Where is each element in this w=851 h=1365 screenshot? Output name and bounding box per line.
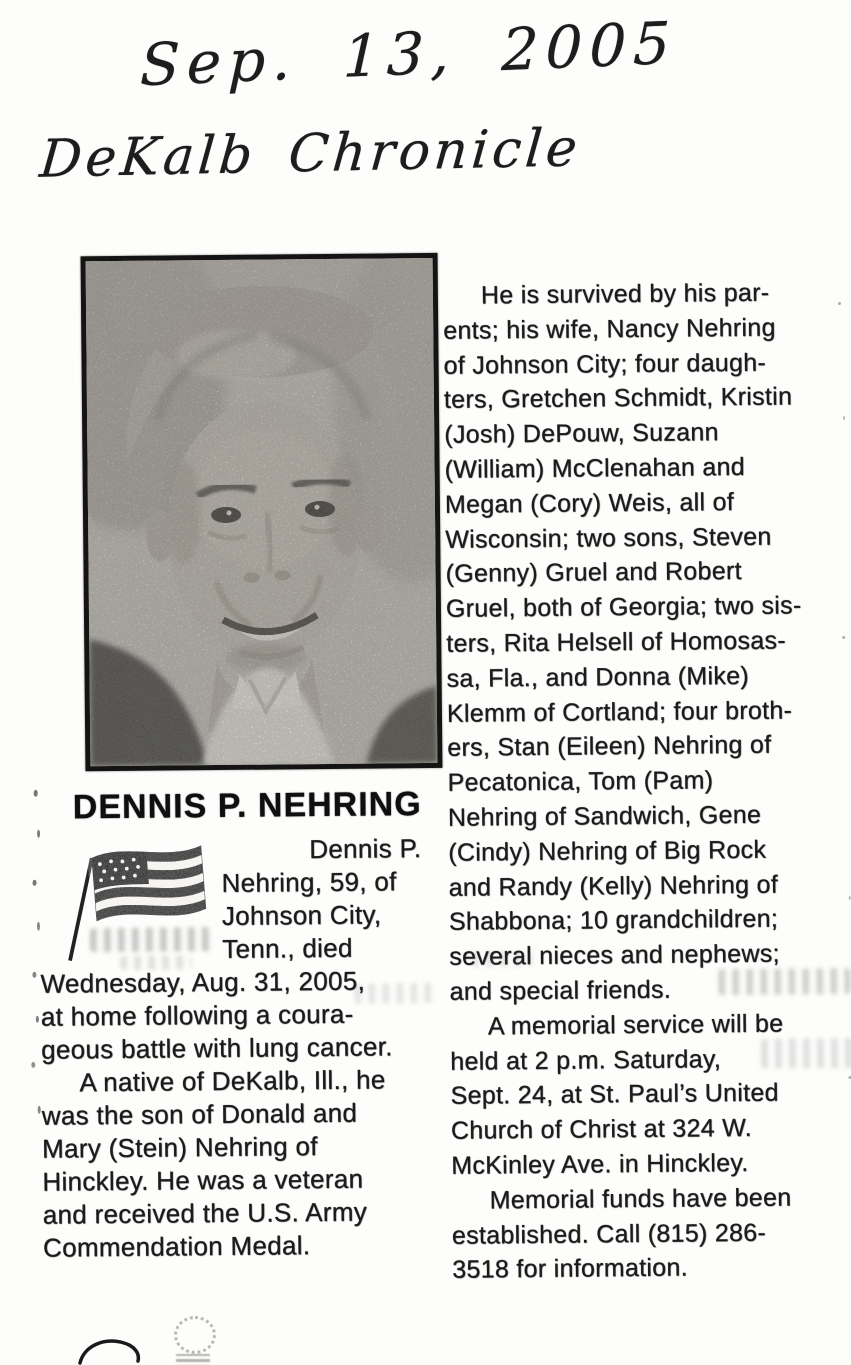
handwritten-pen-stroke <box>76 1334 146 1365</box>
text-line: Wednesday, Aug. 31, 2005, <box>40 965 366 999</box>
text-line: ents; his wife, Nancy Nehring <box>443 313 776 345</box>
left-column <box>34 253 446 1265</box>
text-line: He is survived by his par- <box>480 278 770 310</box>
ink-speck <box>31 1062 35 1068</box>
text-line: Klemm of Cortland; four broth- <box>446 696 793 728</box>
text-line: of Johnson City; four daugh- <box>443 348 767 380</box>
us-flag-icon <box>59 838 212 963</box>
obituary-headline: DENNIS P. NEHRING <box>72 785 422 827</box>
text-line: Shabbona; 10 grandchildren; <box>448 905 779 937</box>
text-line: Pecatonica, Tom (Pam) <box>447 766 714 797</box>
text-line: (William) McClenahan and <box>444 452 746 484</box>
text-line: A native of DeKalb, Ill., he <box>79 1064 386 1098</box>
text-line: Mary (Stein) Nehring of <box>41 1131 318 1164</box>
text-line: several nieces and nephews; <box>449 939 780 971</box>
text-line: (Josh) DePouw, Suzann <box>444 418 719 450</box>
text-line: Dennis P. <box>309 833 422 865</box>
text-line: ters, Rita Helsell of Homosas- <box>446 626 787 658</box>
text-line: Megan (Cory) Weis, all of <box>444 487 735 519</box>
text-line: Nehring of Sandwich, Gene <box>447 800 762 832</box>
portrait-photo-halftone-graphic <box>86 258 438 766</box>
text-line: geous battle with lung cancer. <box>41 1031 393 1065</box>
text-line: and special friends. <box>449 975 672 1006</box>
text-line: (Cindy) Nehring of Big Rock <box>448 835 767 867</box>
portrait-photo <box>81 253 443 771</box>
text-line: Memorial funds have been <box>489 1183 792 1215</box>
text-line: Tenn., died <box>222 932 353 965</box>
text-line: and Randy (Kelly) Nehring of <box>448 870 779 902</box>
text-line: Commendation Medal. <box>42 1230 311 1263</box>
text-line: ers, Stan (Eileen) Nehring of <box>447 731 772 763</box>
handwritten-date: Sep. 13, 2005 <box>139 8 679 100</box>
text-line: Sept. 24, at St. Paul’s United <box>450 1078 779 1111</box>
ink-speck <box>38 1106 41 1114</box>
text-line: and received the U.S. Army <box>42 1196 368 1230</box>
ink-speck <box>36 1016 39 1023</box>
text-line: established. Call (815) 286- <box>451 1218 767 1250</box>
ink-speck <box>32 972 36 978</box>
text-line: Hinckley. He was a veteran <box>42 1163 364 1197</box>
obituary-intro-block <box>39 832 445 1265</box>
ink-speck <box>34 790 38 797</box>
right-column-text <box>443 275 851 1288</box>
text-line: Church of Christ at 324 W. <box>450 1114 753 1145</box>
text-line: (Genny) Gruel and Robert <box>445 557 742 589</box>
text-line: McKinley Ave. in Hinckley. <box>451 1148 749 1180</box>
stamp-mark-partial <box>176 1354 210 1365</box>
text-line: Johnson City, <box>221 899 382 932</box>
handwritten-publication-name: DeKalb Chronicle <box>37 118 584 190</box>
text-line: ters, Gretchen Schmidt, Kristin <box>443 382 793 415</box>
stamp-mark-ring <box>174 1316 216 1354</box>
text-line: at home following a coura- <box>40 998 354 1032</box>
text-line: sa, Fla., and Donna (Mike) <box>446 661 750 693</box>
text-line: was the son of Donald and <box>41 1097 358 1131</box>
text-line: Gruel, both of Georgia; two sis- <box>445 591 802 624</box>
text-line: held at 2 p.m. Saturday, <box>450 1044 722 1076</box>
text-line: Wisconsin; two sons, Steven <box>445 522 772 554</box>
text-line: A memorial service will be <box>487 1009 784 1041</box>
text-line: Nehring, 59, of <box>221 866 397 899</box>
ink-speck <box>33 880 37 886</box>
text-line: 3518 for information. <box>452 1253 689 1285</box>
